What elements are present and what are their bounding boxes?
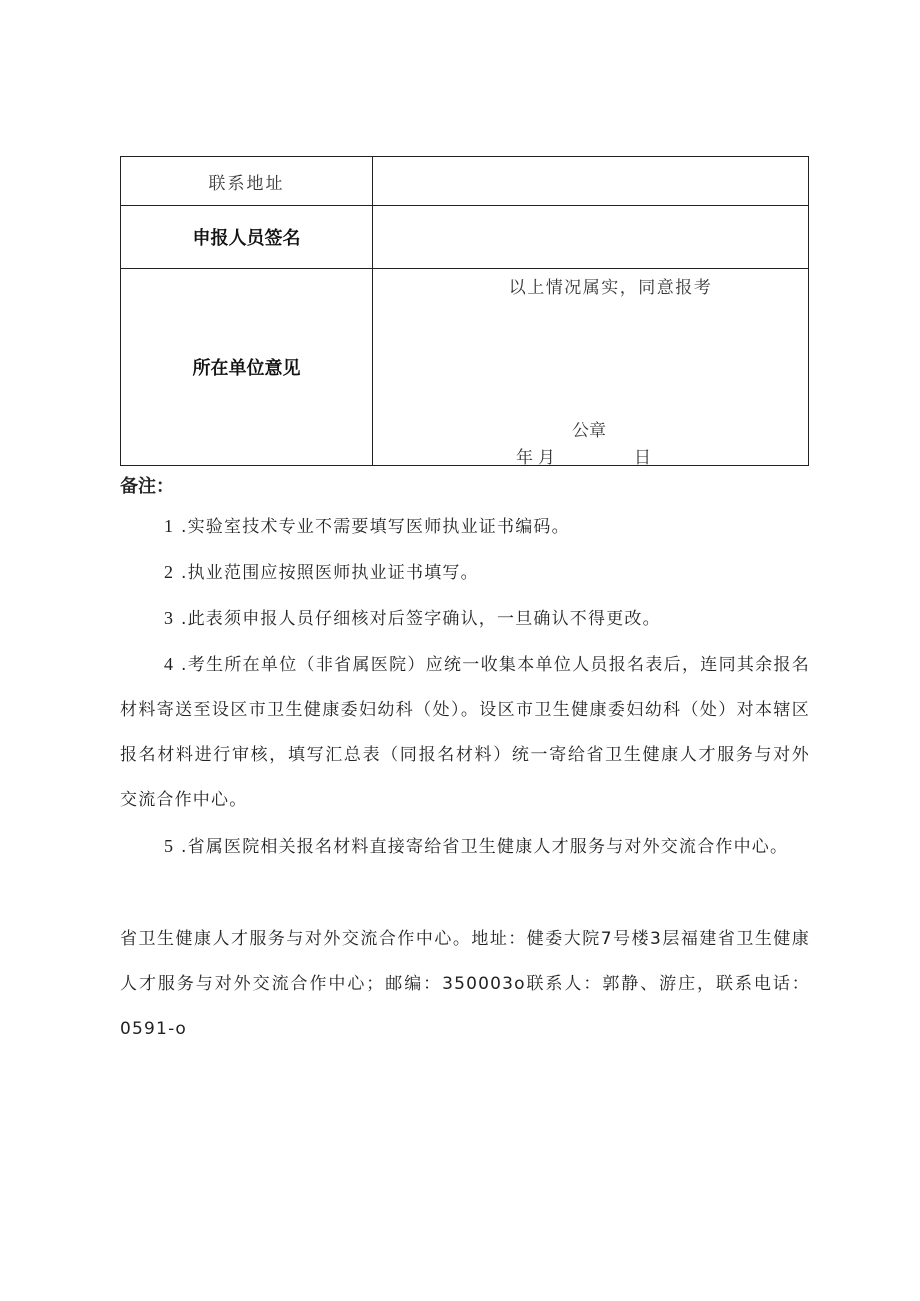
official-seal-label: 公章 [572,421,606,441]
note-text: .此表须申报人员仔细核对后签字确认，一旦确认不得更改。 [181,609,661,629]
unit-opinion-label-cell [121,269,373,466]
note-item [120,824,810,870]
note-number: 2 [164,562,173,582]
address-label: 联系地址 [208,173,285,194]
signature-label: 申报人员签名 [192,228,301,249]
signature-row [121,206,809,269]
note-number: 5 [164,836,173,856]
note-text: .实验室技术专业不需要填写医师执业证书编码。 [181,517,570,537]
note-text: .考生所在单位（非省属医院）应统一收集本单位人员报名表后，连同其余报名材料寄送至设区市卫生健康委妇幼科（处）。设区市卫生健康委妇幼科（处）对本辖区报名材料进行审核，填写汇总表（同报名材料）统一寄给省卫生健康人才服务与对外交流合作中心。 [120,655,810,810]
unit-opinion-value-cell[interactable] [373,269,809,466]
note-number: 4 [164,654,173,674]
note-item [120,550,810,596]
note-item [120,642,810,823]
notes-title: 备注： [120,476,174,497]
note-text: .执业范围应按照医师执业证书填写。 [181,563,479,583]
signature-value-cell[interactable] [373,206,809,269]
address-value-cell[interactable] [373,157,809,206]
contact-info: 省卫生健康人才服务与对外交流合作中心。地址：健委大院7号楼3层福建省卫生健康人才服务与对外交流合作中心；邮编：350003o联系人：郭静、游庄，联系电话：0591-o [120,929,810,1039]
note-number: 3 [164,608,173,628]
note-text: .省属医院相关报名材料直接寄给省卫生健康人才服务与对外交流合作中心。 [181,837,789,857]
date-month-label: 月 [538,448,555,468]
address-row [121,157,809,206]
unit-opinion-statement: 以上情况属实，同意报考 [508,278,713,298]
unit-opinion-label: 所在单位意见 [192,358,301,379]
address-label-cell [121,157,373,206]
date-day-label: 日 [634,448,651,468]
note-item [120,596,810,642]
note-item [120,504,810,550]
unit-opinion-row [121,269,809,466]
signature-label-cell [121,206,373,269]
note-number: 1 [164,516,173,536]
application-form-table [120,156,809,466]
opinion-date [516,443,651,468]
date-year-label: 年 [516,448,533,468]
